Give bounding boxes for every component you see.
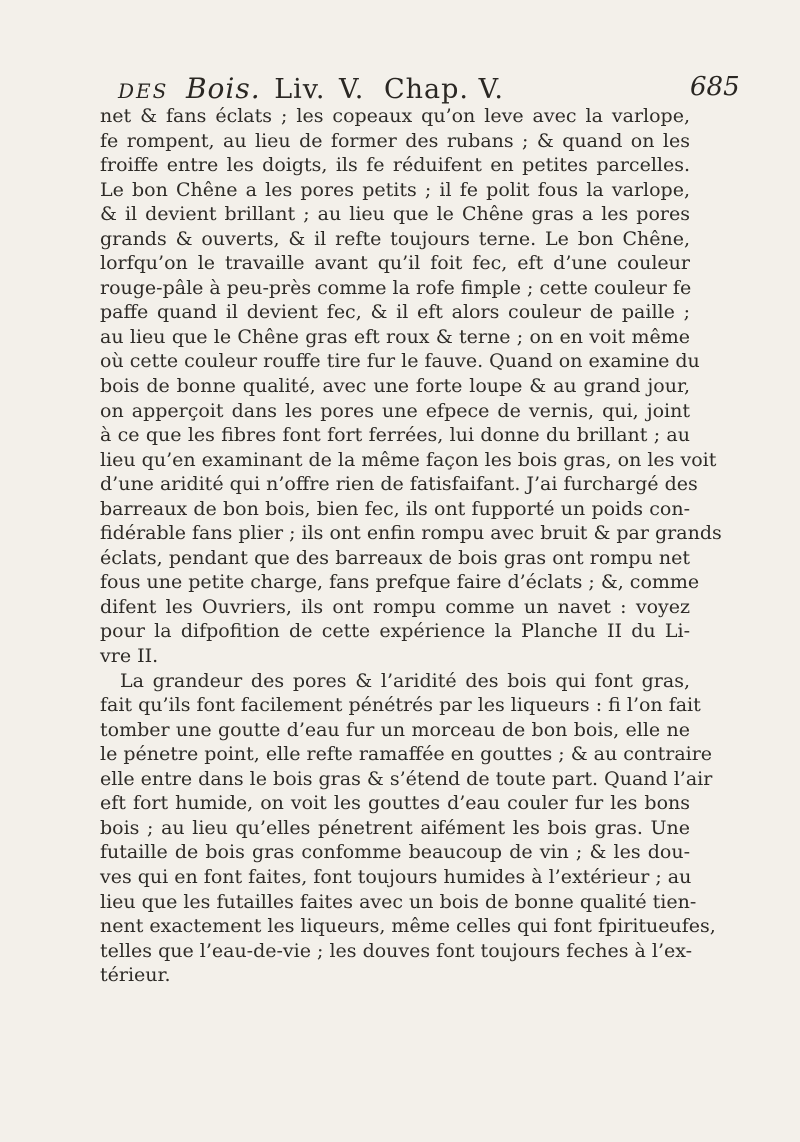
text-line: on apperçoit dans les pores une efpece de vernis, qui, joint [100,399,690,422]
text-line: pour la difpofition de cette expérience la Planche II du Li- [100,620,690,643]
text-line: fait qu’ils font facilement pénétrés par les liqueurs : fi l’on fait [100,694,701,717]
running-head-des: DES [118,79,169,103]
text-line: lorfqu’on le travaille avant qu’il foit fec, eft d’une couleur [100,252,690,275]
text-line: éclats, pendant que des barreaux de bois gras ont rompu net [100,546,690,569]
text-line: le pénetre point, elle refte ramaffée en gouttes ; & au contraire [100,743,713,766]
text-line: à ce que les fibres font fort ferrées, lui donne du brillant ; au [100,424,690,447]
running-head-book-number: V. [339,74,365,105]
text-line: bois de bonne qualité, avec une forte loupe & au grand jour, [100,375,690,398]
page-number: 685 [690,72,740,102]
text-line: nent exactement les liqueurs, même celles qui font fpiritueufes, [100,915,716,938]
running-head-bois: Bois. [185,72,261,105]
text-line: grands & ouverts, & il refte toujours terne. Le bon Chêne, [100,227,690,250]
text-line: fous une petite charge, fans prefque faire d’éclats ; &, comme [100,571,700,594]
text-line: & il devient brillant ; au lieu que le Chêne gras a les pores [100,203,690,226]
running-head-chapter: Chap. V. [383,74,504,105]
text-line: ves qui en font faites, font toujours humides à l’extérieur ; au [100,865,692,888]
text-line: tomber une goutte d’eau fur un morceau de bon bois, elle ne [100,718,690,741]
text-line: lieu qu’en examinant de la même façon les bois gras, on les voit [100,448,717,471]
text-line: rouge-pâle à peu-près comme la rofe fimple ; cette couleur fe [100,276,692,299]
text-line-paragraph-end: vre II. [100,645,159,668]
text-line: fe rompent, au lieu de former des rubans ; & quand on les [100,129,690,152]
text-line: elle entre dans le bois gras & s’étend de toute part. Quand l’air [100,767,713,790]
text-line: d’une aridité qui n’offre rien de fatisfaifant. J’ai furchargé des [100,473,698,496]
text-line: difent les Ouvriers, ils ont rompu comme un navet : voyez [100,595,690,618]
text-line: fidérable fans plier ; ils ont enfin rompu avec bruit & par grands [100,522,722,545]
text-line: Le bon Chêne a les pores petits ; il fe polit fous la varlope, [100,178,690,201]
text-line: froiffe entre les doigts, ils fe réduifent en petites parcelles. [100,154,690,177]
running-head-liv: Liv. [274,74,326,105]
text-line-paragraph-end: térieur. [100,964,171,987]
text-line: où cette couleur rouffe tire fur le fauve. Quand on examine du [100,350,700,373]
text-line: futaille de bois gras confomme beaucoup de vin ; & les dou- [100,841,690,864]
text-line: telles que l’eau-de-vie ; les douves font toujours feches à l’ex- [100,939,693,962]
text-line: eft fort humide, on voit les gouttes d’eau couler fur les bons [100,792,690,815]
running-head [118,72,658,108]
text-line: net & fans éclats ; les copeaux qu’on leve avec la varlope, [100,105,690,127]
text-line-paragraph-start: La grandeur des pores & l’aridité des bois qui font gras, [120,669,690,692]
body-text [100,104,722,988]
text-line: barreaux de bon bois, bien fec, ils ont fupporté un poids con- [100,497,690,520]
text-line: bois ; au lieu qu’elles pénetrent aifément les bois gras. Une [100,816,690,839]
text-line: paffe quand il devient fec, & il eft alors couleur de paille ; [100,301,690,324]
text-line: lieu que les futailles faites avec un bois de bonne qualité tien- [100,890,697,913]
text-line: au lieu que le Chêne gras eft roux & terne ; on en voit même [100,325,690,348]
